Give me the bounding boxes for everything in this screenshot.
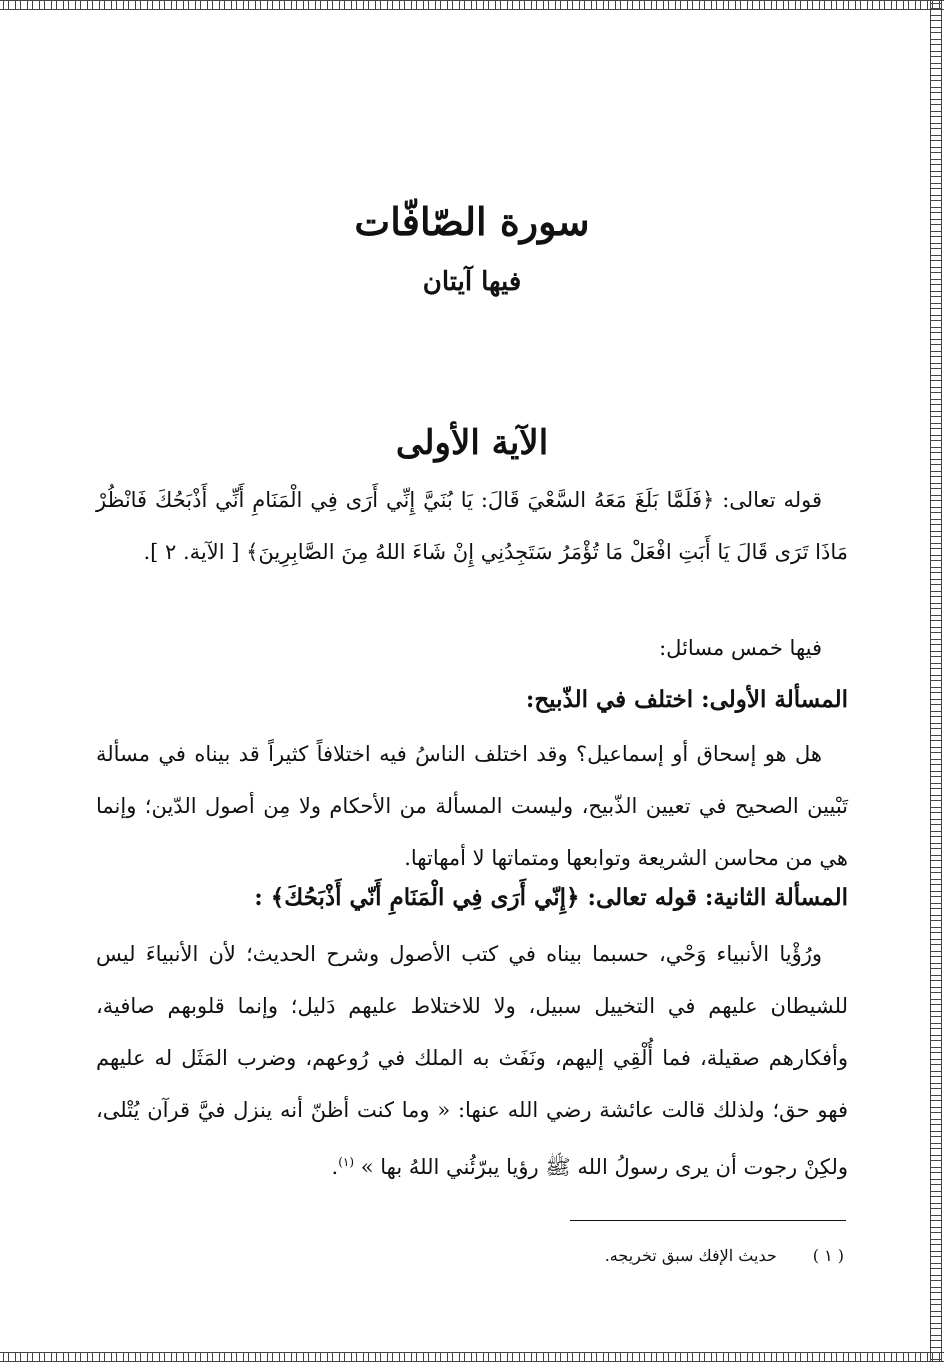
masala-2-heading-verse: ﴿إِنّي أَرَى فِي الْمَنَامِ أَنّي أَذْبَحُكَ﴾	[270, 884, 580, 911]
surah-subtitle: فيها آيتان	[422, 267, 522, 297]
verse-paragraph: قوله تعالى: ﴿فَلَمَّا بَلَغَ مَعَهُ السَّعْيَ قَالَ: يَا بُنَيَّ إِنِّي أَرَى فِي الْمَنَامِ أَنِّي أَذْبَحُكَ فَانْظُرْ مَاذَا تَرَى قَالَ يَا أَبَتِ افْعَلْ مَا تُؤْمَرُ سَتَجِدُنِي إِنْ شَاءَ اللهُ مِنَ الصَّابِرِينَ﴾ [ الآية. ٢ ].	[96, 488, 848, 564]
masail-intro: فيها خمس مسائل:	[659, 636, 822, 660]
footnote	[440, 1242, 844, 1270]
masala-2-heading	[96, 872, 848, 924]
page-border-bottom	[0, 1352, 944, 1362]
ayah-heading: الآية الأولى	[395, 423, 549, 463]
masala-2-end: .	[331, 1155, 339, 1179]
footnote-divider	[570, 1220, 846, 1221]
masala-2-body: ورُؤْيا الأنبياء وَحْي، حسبما بيناه في كتب الأصول وشرح الحديث؛ لأن الأنبياءَ ليس للشيطان عليهم في التخييل سبيل، ولا للاختلاط عليهم دَليل؛ وإنما قلوبهم صافية، وأفكارهم صقيلة، فما أُلْقِي إليهم، ونَفَث به الملك في رُوعهم، وضرب المَثَل له عليهم فهو حق؛ ولذلك قالت عائشة رضي الله عنها: « وما كنت أظنّ أنه ينزل فيَّ قرآن يُتْلى، ولكِنْ رجوت أن يرى رسولُ الله ﷺ رؤيا يبرّئُني اللهُ بها »	[96, 942, 848, 1179]
page-border-top	[0, 0, 944, 10]
masala-2-heading-suffix: :	[254, 884, 271, 911]
masala-2-text	[96, 928, 848, 1193]
masala-2-heading-prefix: المسألة الثانية: قوله تعالى:	[579, 884, 848, 911]
masala-1-text: هل هو إسحاق أو إسماعيل؟ وقد اختلف الناسُ فيه اختلافاً كثيراً قد بيناه في مسألة تَبْيين الصحيح في تعيين الذّبيح، وليست المسألة من الأحكام ولا مِن أصول الدّين؛ وإنما هي من محاسن الشريعة وتوابعها ومتماتها لا أمهاتها.	[96, 742, 848, 870]
footnote-number: ( ١ )	[812, 1246, 844, 1265]
footnote-marker[interactable]: (١)	[338, 1155, 355, 1169]
masala-1-heading: المسألة الأولى: اختلف في الذّبيح:	[525, 686, 848, 713]
footnote-text: حديث الإفك سبق تخريجه.	[604, 1246, 777, 1265]
surah-title: سورة الصّافّات	[354, 199, 590, 244]
page-border-right	[930, 0, 942, 1362]
